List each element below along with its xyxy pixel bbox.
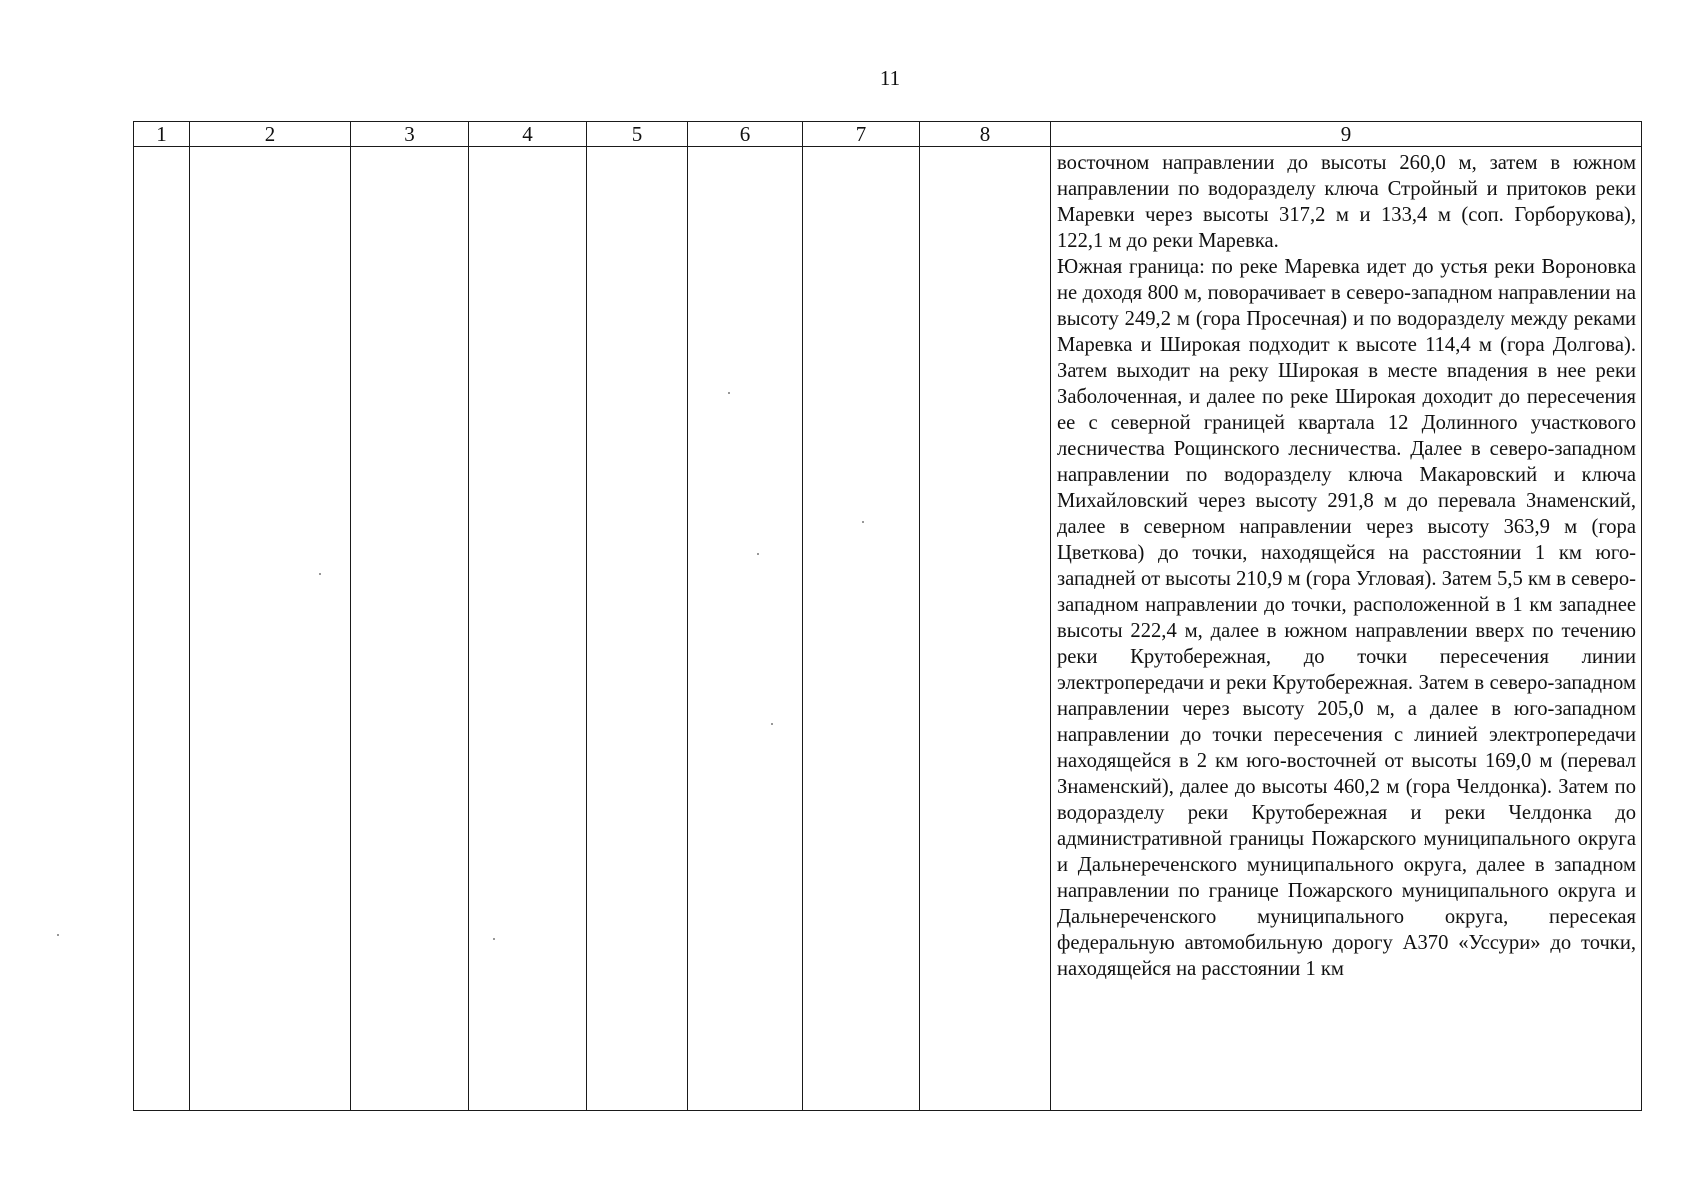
column-header-4: 4 bbox=[469, 122, 587, 147]
table-row bbox=[134, 147, 1642, 1111]
cell-col-7 bbox=[803, 147, 920, 1111]
cell-col-8 bbox=[920, 147, 1051, 1111]
scan-speck bbox=[319, 573, 321, 575]
cell-col-5 bbox=[587, 147, 688, 1111]
column-header-8: 8 bbox=[920, 122, 1051, 147]
scan-speck bbox=[57, 934, 59, 936]
column-header-3: 3 bbox=[351, 122, 469, 147]
column-header-9: 9 bbox=[1051, 122, 1642, 147]
scan-speck bbox=[862, 521, 864, 523]
scan-speck bbox=[728, 392, 730, 394]
boundary-description-table bbox=[133, 121, 1642, 1111]
column-header-7: 7 bbox=[803, 122, 920, 147]
column-header-5: 5 bbox=[587, 122, 688, 147]
cell-col-1 bbox=[134, 147, 190, 1111]
cell-col-3 bbox=[351, 147, 469, 1111]
table-header-row bbox=[134, 122, 1642, 147]
column-header-1: 1 bbox=[134, 122, 190, 147]
page-number: 11 bbox=[879, 66, 901, 90]
cell-col-9 bbox=[1051, 147, 1642, 1111]
scan-speck bbox=[771, 723, 773, 725]
column-header-2: 2 bbox=[190, 122, 351, 147]
column-header-6: 6 bbox=[688, 122, 803, 147]
cell-col-2 bbox=[190, 147, 351, 1111]
cell-col-6 bbox=[688, 147, 803, 1111]
cell-col-4 bbox=[469, 147, 587, 1111]
boundary-description-text: восточном направлении до высоты 260,0 м, затем в южном направлении по водоразделу ключа Стройный и притоков реки Маревки через высоты 317,2 м и 133,4 м (соп. Горборукова), 122,1 м до реки Маревка. Южная граница: по реке Маревка идет до устья реки Вороновка не доходя 800 м, поворачивает в северо-западном направлении на высоту 249,2 м (гора Просечная) и по водоразделу между реками Маревка и Широкая подходит к высоте 114,4 м (гора Долгова). Затем выходит на реку Широкая в месте впадения в нее реки Заболоченная, и далее по реке Широкая доходит до пересечения ее с северной границей квартала 12 Долинного участкового лесничества Рощинского лесничества. Далее в северо-западном направлении по водоразделу ключа Макаровский и ключа Михайловский через высоту 291,8 м до перевала Знаменский, далее в северном направлении через высоту 363,9 м (гора Цветкова) до точки, находящейся на расстоянии 1 км юго-западней от высоты 210,9 м (гора Угловая). Затем 5,5 км в северо-западном направлении до точки, расположенной в 1 км западнее высоты 222,4 м, далее в южном направлении вверх по течению реки Крутобережная, до точки пересечения линии электропередачи и реки Крутобережная. Затем в северо-западном направлении через высоту 205,0 м, а далее в юго-западном направлении до точки пересечения с линией электропередачи находящейся в 2 км юго-восточней от высоты 169,0 м (перевал Знаменский), далее до высоты 460,2 м (гора Челдонка). Затем по водоразделу реки Крутобережная и реки Челдонка до административной границы Пожарского муниципального округа и Дальнереченского муниципального округа, далее в западном направлении по границе Пожарского муниципального округа и Дальнереченского муниципального округа, пересекая федеральную автомобильную дорогу А370 «Уссури» до точки, находящейся на расстоянии 1 км bbox=[1057, 152, 1636, 980]
scan-speck bbox=[757, 553, 759, 555]
scan-speck bbox=[493, 938, 495, 940]
